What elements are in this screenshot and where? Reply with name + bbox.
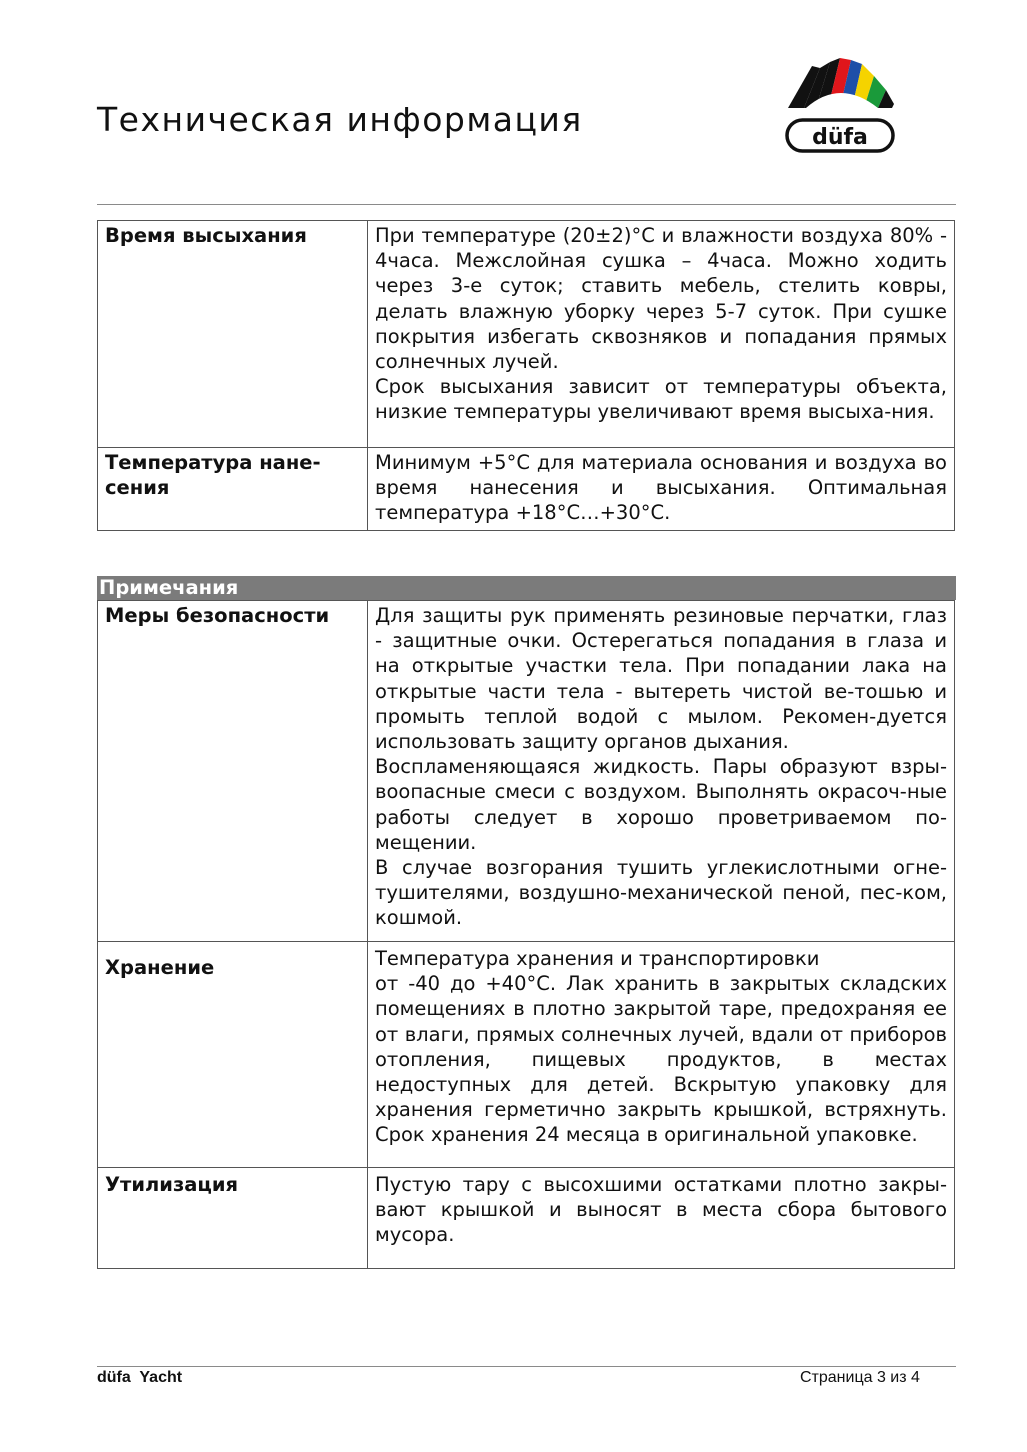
logo-fan-icon [788, 58, 894, 108]
row-paragraph: При температуре (20±2)°С и влажности воздуха 80% - 4часа. Межслойная сушка – 4часа. Можно ходить через 3-е суток; ставить мебель, стелить ковры, делать влажную уборку через 5-7 суток. При сушке покрытия избегать сквозняков и попадания прямых солнечных лучей. [375, 224, 947, 374]
row-paragraph: Минимум +5°С для материала основания и воздуха во время нанесения и высыхания. Оптимальная температура +18°С…+30°С. [375, 451, 947, 525]
footer-product: düfa Yacht [97, 1369, 183, 1386]
row-paragraph: Пустую тару с высохшими остатками плотно закры-вают крышкой и выносят в места сбора бытового мусора. [375, 1173, 947, 1247]
row-paragraph: Температура хранения и транспортировки [375, 947, 820, 970]
row-label: Время высыхания [98, 221, 368, 448]
drying-table [97, 220, 955, 531]
table-row [98, 1168, 955, 1269]
row-paragraph: В случае возгорания тушить углекислотными огне-тушителями, воздушно-механической пеной, пес-ком, кошмой. [375, 856, 947, 930]
logo-text: düfa [812, 125, 868, 150]
row-label: Температура нане-сения [98, 448, 368, 531]
row-paragraph: Воспламеняющаяся жидкость. Пары образуют взры-воопасные смеси с воздухом. Выполнять окрасоч-ные работы следует в хорошо проветриваемом по-мещении. [375, 755, 947, 854]
row-text [368, 448, 955, 531]
table-row [98, 448, 955, 531]
row-text [368, 1168, 955, 1269]
row-label: Утилизация [98, 1168, 368, 1269]
row-paragraph: Срок высыхания зависит от температуры объекта, низкие температуры увеличивают время высыха-ния. [375, 375, 947, 424]
row-text [368, 601, 955, 942]
footer-rule [97, 1366, 956, 1367]
dufa-logo [782, 54, 898, 156]
header-rule [97, 204, 956, 205]
notes-table [97, 600, 955, 1269]
row-label: Хранение [98, 942, 368, 1168]
footer-page-number: Страница 3 из 4 [800, 1369, 920, 1386]
table-row [98, 601, 955, 942]
row-label: Меры безопасности [98, 601, 368, 942]
table-row [98, 221, 955, 448]
row-paragraph: Для защиты рук применять резиновые перчатки, глаз - защитные очки. Остерегаться попадания в глаза и на открытые участки тела. При попадании лака на открытые части тела - вытереть чистой ве-тошью и промыть теплой водой с мылом. Рекомен-дуется использовать защиту органов дыхания. [375, 604, 947, 754]
page-title: Техническая информация [97, 100, 583, 139]
row-paragraph: от -40 до +40°С. Лак хранить в закрытых складских помещениях в плотно закрытой таре, предохраняя ее от влаги, прямых солнечных лучей, вдали от приборов отопления, пищевых продуктов, в местах недоступных для детей. Вскрытую упаковку для хранения герметично закрыть крышкой, встряхнуть. Срок хранения 24 месяца в оригинальной упаковке. [375, 972, 947, 1147]
notes-section-header: Примечания [97, 576, 956, 600]
row-text [368, 942, 955, 1168]
table-row [98, 942, 955, 1168]
row-text [368, 221, 955, 448]
